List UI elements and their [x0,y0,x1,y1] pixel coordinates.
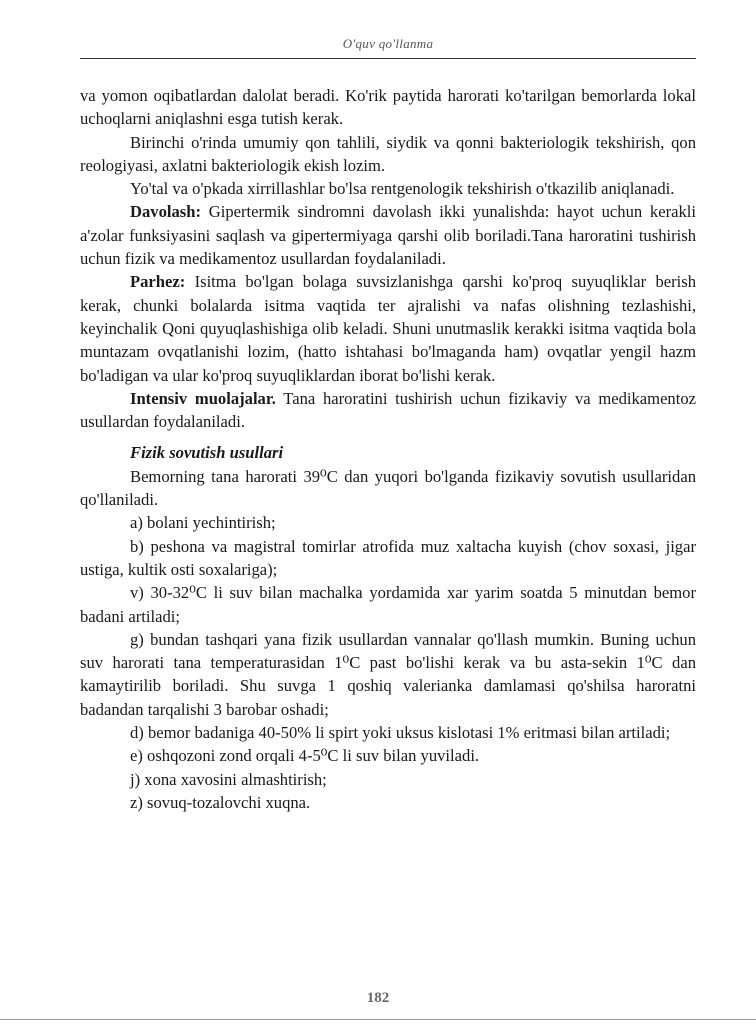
header-divider [80,58,696,59]
paragraph [80,387,696,434]
paragraph-heading: Parhez: [130,272,186,292]
paragraph: Yo'tal va o'pkada xirrillashlar bo'lsa rentgenologik tekshirish o'tkazilib aniqlanadi. [130,179,675,199]
paragraph: Birinchi o'rinda umumiy qon tahlili, siydik va qonni bakteriologik tekshirish, qon reologiyasi, axlatni bakteriologik ekish lozim. [80,132,696,175]
list-item: d) bemor badaniga 40-50% li spirt yoki uksus kislotasi 1% eritmasi bilan artiladi; [130,723,671,743]
list-item: j) xona xavosini almashtirish; [130,769,327,789]
page-body [80,84,696,814]
paragraph-text: Tana haroratini tushirish uchun fizikaviy va medikamentoz usullardan foydalaniladi. [80,388,696,432]
paragraph-heading: Davolash: [130,202,201,222]
paragraph: va yomon oqibatlardan dalolat beradi. Ko'rik paytida harorati ko'tarilgan bemorlarda lokal uchoqlarni aniqlashni esga tutish kerak. [80,86,696,129]
paragraph-text: Gipertermik sindromni davolash ikki yunalishda: hayot uchun kerakli a'zolar funksiyasini saqlash va gipertermiyaga qarshi olib boriladi.Tana haroratini tushirish uchun fizik va medikamentoz usullardan foydalaniladi. [80,202,696,269]
list-item: b) peshona va magistral tomirlar atrofida muz xaltacha kuyish (chov soxasi, jigar ustiga, kultik osti soxalariga); [80,536,696,579]
page-number: 182 [366,990,390,1006]
list-item: e) oshqozoni zond orqali 4-5⁰C li suv bilan yuviladi. [130,746,480,766]
running-header: O'quv qo'llanma [342,36,434,51]
paragraph-heading: Intensiv muolajalar. [130,388,276,408]
list-item: z) sovuq-tozalovchi xuqna. [130,792,311,812]
section-subheading: Fizik sovutish usullari [130,443,284,463]
paragraph [80,200,696,270]
footer-divider [0,1019,756,1020]
paragraph-text: Isitma bo'lgan bolaga suvsizlanishga qarshi ko'proq suyuqliklar berish kerak, chunki bolalarda isitma vaqtida ter ajralishi va nafas olishning tezlashishi, keyinchalik Qoni quyuqlashishiga olib keladi. Shuni unutmaslik kerakki isitma vaqtida bola muntazam ovqatlanishi lozim, (hatto ishtahasi bo'lmaganda ham) ovqatlar yengil hazm bo'ladigan va ular ko'proq suyuqliklardan iborat bo'lishi kerak. [80,272,696,385]
list-item: g) bundan tashqari yana fizik usullardan vannalar qo'llash mumkin. Buning uchun suv harorati tana temperaturasidan 1⁰C past bo'lishi kerak va bu asta-sekin 1⁰C dan kamaytirilib boriladi. Shu suvga 1 qoshiq valerianka damlamasi qo'shilsa haroratni badandan tarqalishi 3 barobar oshadi; [80,629,696,719]
list-item: a) bolani yechintirish; [130,513,276,533]
intro-paragraph: Bemorning tana harorati 39⁰C dan yuqori bo'lganda fizikaviy sovutish usullaridan qo'llaniladi. [80,466,696,510]
list-item: v) 30-32⁰C li suv bilan machalka yordamida xar yarim soatda 5 minutdan bemor badani artiladi; [80,583,696,626]
paragraph [80,270,696,386]
